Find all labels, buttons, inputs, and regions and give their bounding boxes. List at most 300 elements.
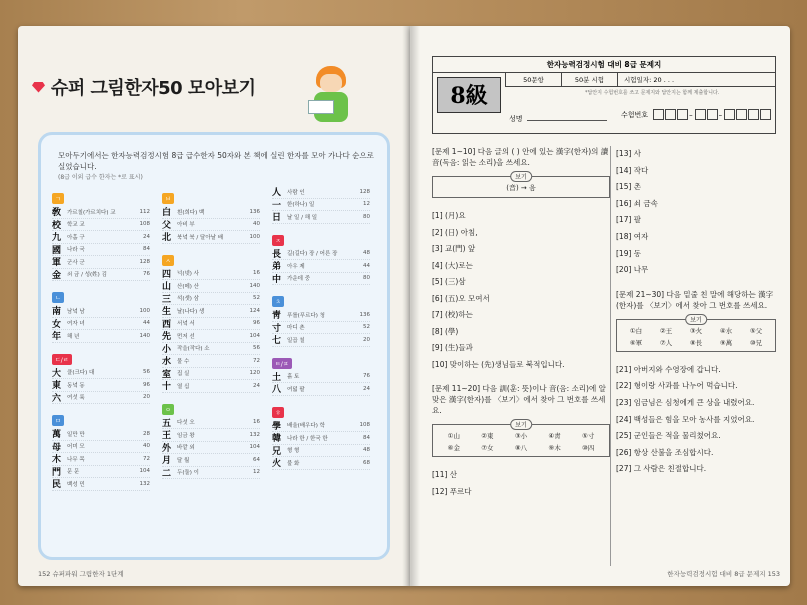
hanja-char: 寸 [272, 323, 282, 334]
hanja-meaning: 배울(배우다) 학 [287, 423, 325, 430]
hanja-char: 九 [52, 233, 62, 244]
question-item: [13] 사 [616, 149, 642, 158]
hanja-page: 128 [359, 188, 370, 195]
hanja-meaning: 해 년 [67, 333, 80, 340]
options-box-2 [432, 424, 610, 457]
hanja-char: 國 [52, 245, 62, 256]
hanja-page: 76 [143, 271, 150, 278]
hanja-page: 44 [143, 320, 150, 327]
hanja-meaning: 작을(작다) 소 [177, 346, 210, 353]
example-box [432, 176, 610, 198]
hanja-char: 西 [162, 319, 172, 330]
hanja-row [52, 318, 150, 331]
hanja-meaning: 일곱 칠 [287, 337, 305, 344]
question-item: [4] (大)로는 [432, 260, 473, 270]
hanja-char: 中 [272, 274, 282, 285]
hanja-meaning: 집 실 [177, 371, 190, 378]
section3-instructions: [문제 21~30] 다음 밑줄 친 말에 해당하는 漢字(한자)를 〈보기〉에서 찾아 그 번호를 쓰세요. [616, 289, 774, 310]
hanja-page: 64 [253, 456, 260, 463]
consonant-badge: ㄷ/ㄹ [52, 354, 72, 365]
consonant-badge: ㅈ [272, 235, 284, 246]
hanja-char: 軍 [52, 258, 62, 269]
question-column-left [432, 146, 610, 500]
hanja-group [162, 186, 260, 244]
hanja-group [162, 397, 260, 480]
hanja-meaning: 열 십 [177, 383, 190, 390]
question-item: [18] 여자 [616, 231, 649, 241]
hanja-row [272, 248, 370, 261]
hanja-page: 80 [363, 213, 370, 220]
question-item: [26] 항상 산불을 조심합시다. [616, 447, 714, 457]
hanja-meaning: 형 형 [287, 448, 300, 455]
question-item: [19] 동 [616, 248, 642, 258]
hanja-page: 48 [363, 250, 370, 257]
hanja-char: 月 [162, 456, 172, 467]
options-box-3 [616, 316, 776, 352]
hanja-row [52, 305, 150, 318]
exam-number-field[interactable]: 수험번호 – – [621, 109, 771, 120]
left-page [18, 26, 410, 586]
hanja-page: 56 [253, 345, 260, 352]
hanja-page: 84 [143, 246, 150, 253]
hanja-page: 124 [249, 307, 260, 314]
hanja-row [52, 244, 150, 257]
hanja-page: 112 [139, 208, 150, 215]
hanja-char: 校 [52, 220, 62, 231]
hanja-page: 96 [253, 320, 260, 327]
hanja-meaning: 나라 국 [67, 247, 85, 254]
hanja-meaning: 사람 인 [287, 189, 305, 196]
hanja-column [52, 186, 150, 495]
mascot-illustration [308, 66, 356, 128]
hanja-page: 68 [363, 459, 370, 466]
question-item: [15] 촌 [616, 182, 642, 192]
hanja-row [162, 355, 260, 368]
option-item: ⑦女 [481, 444, 494, 452]
hanja-page: 100 [139, 307, 150, 314]
name-field[interactable] [509, 113, 607, 124]
hanja-char: 五 [162, 418, 172, 429]
exam-date: 시험일자: 20 . . . [617, 73, 775, 87]
hanja-meaning: 먼저 선 [177, 333, 195, 340]
section1-instructions: [문제 1~10] 다음 글의 ( ) 안에 있는 漢字(한자)의 讀音(독음: 읽는 소리)을 쓰세요. [432, 147, 609, 167]
consonant-badge: ㅅ [162, 255, 174, 266]
option-item: ⑥金 [447, 444, 460, 452]
hanja-row [52, 367, 150, 380]
hanja-char: 白 [162, 208, 172, 219]
option-item: ⑤寸 [582, 432, 595, 440]
question-item: [3] 교(門) 앞 [432, 244, 476, 253]
hanja-char: 十 [162, 382, 172, 393]
hanja-char: 萬 [52, 430, 62, 441]
consonant-badge: ㅌ/ㅍ [272, 358, 292, 369]
hanja-page: 80 [363, 275, 370, 282]
hanja-char: 敎 [52, 208, 62, 219]
option-item: ⑨萬 [719, 338, 733, 347]
hanja-page: 104 [249, 332, 260, 339]
hanja-meaning: 가운데 중 [287, 276, 311, 283]
option-item: ①白 [629, 326, 643, 335]
hanja-page: 48 [363, 447, 370, 454]
hanja-char: 山 [162, 282, 172, 293]
hanja-char: 室 [162, 369, 172, 380]
hanja-page: 72 [253, 357, 260, 364]
question-column-right [616, 146, 776, 478]
consonant-badge: ㄴ [52, 292, 64, 303]
hanja-row [162, 442, 260, 455]
hanja-meaning: 북녘 북 / 달아날 배 [177, 234, 224, 241]
hanja-row [162, 280, 260, 293]
consonant-badge: ㅊ [272, 296, 284, 307]
hanja-char: 年 [52, 332, 62, 343]
hanja-column [162, 186, 260, 483]
options-label-2: 보기 [510, 419, 532, 430]
hanja-meaning: 마디 촌 [287, 325, 305, 332]
hanja-row [162, 268, 260, 281]
hanja-row [162, 318, 260, 331]
intro-paragraph: 모아두기에서는 한자능력검정시험 8급 급수한자 50자와 본 책에 실린 한자를 모아 가나다 순으로 실었습니다. [58, 151, 374, 171]
hanja-row [162, 206, 260, 219]
hanja-char: 二 [162, 468, 172, 479]
hanja-row [52, 428, 150, 441]
hanja-meaning: 날 일 / 해 일 [287, 214, 318, 221]
hanja-char: 木 [52, 455, 62, 466]
hanja-meaning: 아홉 구 [67, 234, 85, 241]
hanja-row [52, 441, 150, 454]
hanja-meaning: 흙 토 [287, 374, 300, 381]
consonant-badge: ㅇ [162, 404, 174, 415]
hanja-row [272, 309, 370, 322]
hanja-meaning: 날(나다) 생 [177, 308, 205, 315]
hanja-meaning: 산(메) 산 [177, 283, 199, 290]
hanja-group [272, 186, 370, 224]
question-item: [5] (三)삼 [432, 277, 466, 286]
question-item: [8] (學) [432, 326, 459, 336]
hanja-char: 南 [52, 307, 62, 318]
option-item: ④水 [719, 326, 733, 335]
hanja-char: 金 [52, 270, 62, 281]
hanja-row [272, 211, 370, 224]
hanja-char: 女 [52, 319, 62, 330]
example-label: 보기 [510, 171, 532, 182]
hanja-meaning: 군사 군 [67, 259, 85, 266]
hanja-page: 28 [143, 430, 150, 437]
hanja-char: 學 [272, 421, 282, 432]
hanja-meaning: 클(크다) 대 [67, 370, 95, 377]
hanja-meaning: 여덟 팔 [287, 386, 305, 393]
hanja-char: 長 [272, 249, 282, 260]
hanja-group [272, 400, 370, 470]
hanja-group [52, 186, 150, 281]
hanja-row [272, 420, 370, 433]
question-item: [23] 임금님은 심청에게 큰 상을 내렸어요. [616, 397, 755, 407]
hanja-meaning: 바깥 외 [177, 445, 195, 452]
gem-icon [32, 82, 45, 93]
option-item: ⑩四 [582, 444, 595, 452]
hanja-char: 土 [272, 372, 282, 383]
hanja-char: 父 [162, 220, 172, 231]
hanja-row [162, 343, 260, 356]
hanja-row [52, 219, 150, 232]
hanja-char: 母 [52, 442, 62, 453]
hanja-page: 104 [249, 444, 260, 451]
hanja-list [52, 186, 380, 546]
hanja-meaning: 아우 제 [287, 263, 305, 270]
hanja-page: 40 [143, 443, 150, 450]
hanja-char: 韓 [272, 434, 282, 445]
hanja-page: 16 [253, 419, 260, 426]
hanja-group [272, 289, 370, 347]
hanja-group [52, 285, 150, 343]
hanja-meaning: 임금 왕 [177, 432, 195, 439]
hanja-char: 水 [162, 357, 172, 368]
hanja-row [162, 454, 260, 467]
hanja-page: 52 [363, 324, 370, 331]
option-item: ⑧長 [689, 338, 703, 347]
hanja-row [162, 293, 260, 306]
hanja-char: 先 [162, 332, 172, 343]
hanja-page: 56 [143, 369, 150, 376]
hanja-row [52, 330, 150, 343]
name-label: 성명 [509, 115, 523, 123]
hanja-char: 兄 [272, 446, 282, 457]
hanja-row [52, 256, 150, 269]
hanja-meaning: 다섯 오 [177, 420, 195, 427]
question-item: [11] 산 [432, 470, 458, 479]
hanja-page: 128 [139, 258, 150, 265]
hanja-group [162, 248, 260, 393]
hanja-meaning: 나라 한 / 한국 한 [287, 435, 328, 442]
option-item: ⑨木 [548, 444, 561, 452]
hanja-char: 七 [272, 336, 282, 347]
hanja-page: 84 [363, 434, 370, 441]
hanja-page: 100 [249, 233, 260, 240]
question-item: [14] 작다 [616, 165, 649, 175]
question-item: [22] 형이랑 사과를 나누어 먹습니다. [616, 381, 738, 391]
hanja-row [272, 457, 370, 470]
question-item: [12] 푸르다 [432, 486, 472, 496]
hanja-char: 生 [162, 307, 172, 318]
option-item: ⑦人 [659, 338, 673, 347]
hanja-char: 八 [272, 385, 282, 396]
intro-text [58, 150, 378, 183]
hanja-row [52, 206, 150, 219]
hanja-meaning: 흰(희다) 백 [177, 209, 205, 216]
hanja-page: 72 [143, 455, 150, 462]
hanja-char: 弟 [272, 262, 282, 273]
hanja-page: 20 [143, 394, 150, 401]
right-page-footer: 한자능력검정시험 대비 8급 문제지 153 [667, 570, 780, 578]
exam-header [432, 56, 776, 134]
hanja-row [272, 371, 370, 384]
hanja-row [162, 429, 260, 442]
option-item: ⑧八 [514, 444, 528, 452]
option-item: ⑤父 [749, 326, 763, 335]
hanja-row [162, 417, 260, 430]
hanja-group [272, 228, 370, 286]
hanja-row [162, 330, 260, 343]
question-item: [9] (生)들과 [432, 343, 473, 352]
hanja-meaning: 여자 녀 [67, 321, 85, 328]
hanja-meaning: 불 화 [287, 460, 300, 467]
intro-note: (8급 이외 급수 한자는 *로 표시) [58, 174, 143, 181]
hanja-meaning: 길(길다) 장 / 어른 장 [287, 251, 338, 258]
hanja-char: 六 [52, 393, 62, 404]
hanja-page: 120 [249, 370, 260, 377]
hanja-meaning: 아비 부 [177, 222, 195, 229]
hanja-char: 人 [272, 188, 282, 199]
hanja-row [272, 260, 370, 273]
consonant-badge: ㅁ [52, 415, 64, 426]
book-gutter [402, 26, 420, 586]
hanja-page: 140 [139, 332, 150, 339]
question-item: [25] 군인들은 적을 물리쳤어요. [616, 431, 721, 441]
hanja-page: 12 [253, 469, 260, 476]
hanja-page: 12 [363, 201, 370, 208]
hanja-meaning: 푸를(푸르다) 청 [287, 312, 325, 319]
hanja-page: 52 [253, 295, 260, 302]
hanja-row [272, 445, 370, 458]
hanja-page: 96 [143, 381, 150, 388]
hanja-meaning: 남녘 남 [67, 308, 85, 315]
hanja-row [272, 334, 370, 347]
hanja-meaning: 물 수 [177, 358, 190, 365]
page-title-text: 슈퍼 그림한자50 모아보기 [51, 78, 256, 99]
hanja-row [162, 380, 260, 393]
hanja-page: 76 [363, 373, 370, 380]
hanja-char: 火 [272, 459, 282, 470]
exam-title: 한자능력검정시험 대비 8급 문제지 [433, 57, 775, 73]
hanja-row [272, 199, 370, 212]
hanja-page: 104 [139, 468, 150, 475]
hanja-row [272, 186, 370, 199]
hanja-row [52, 269, 150, 282]
hanja-meaning: 쇠 금 / 성(姓) 김 [67, 272, 107, 279]
hanja-char: 東 [52, 381, 62, 392]
option-item: ②東 [481, 432, 494, 440]
hanja-row [52, 392, 150, 405]
option-item: ③小 [514, 432, 528, 440]
hanja-page: 136 [249, 208, 260, 215]
hanja-row [272, 432, 370, 445]
hanja-meaning: 나무 목 [67, 456, 85, 463]
option-item: ③火 [689, 326, 703, 335]
hanja-meaning: 석(셋) 삼 [177, 296, 199, 303]
question-item: [2] (日) 아침, [432, 227, 478, 237]
hanja-row [162, 231, 260, 244]
question-item: [17] 팔 [616, 215, 642, 225]
hanja-row [52, 478, 150, 491]
option-item: ⑥軍 [629, 338, 643, 347]
consonant-badge: ㄱ [52, 193, 64, 204]
header-note: *답안지 수험번호를 쓰고 문제지와 답안지는 함께 제출합니다. [585, 90, 720, 96]
question-item: [24] 백성들은 힘을 모아 농사를 지었어요. [616, 414, 755, 424]
hanja-row [52, 453, 150, 466]
options-label-3: 보기 [685, 314, 707, 325]
open-book [18, 26, 790, 586]
right-page [410, 26, 790, 586]
hanja-page: 140 [249, 282, 260, 289]
hanja-char: 小 [162, 344, 172, 355]
option-item: ⑩兄 [749, 338, 763, 347]
hanja-meaning: 한(하나) 일 [287, 202, 315, 209]
option-item: ①山 [447, 432, 460, 440]
hanja-char: 大 [52, 368, 62, 379]
hanja-meaning: 동녘 동 [67, 382, 85, 389]
question-count: 50문항 [505, 73, 561, 87]
hanja-page: 24 [253, 382, 260, 389]
hanja-char: 日 [272, 213, 282, 224]
hanja-meaning: 어미 모 [67, 444, 85, 451]
question-item: [1] (月)요 [432, 211, 466, 220]
hanja-meaning: 일만 만 [67, 431, 85, 438]
hanja-char: 四 [162, 269, 172, 280]
hanja-group [52, 408, 150, 491]
question-item: [21] 아버지와 수영장에 갑니다. [616, 364, 721, 374]
hanja-group [52, 347, 150, 405]
hanja-meaning: 가르칠(가르치다) 교 [67, 209, 116, 216]
hanja-meaning: 달 월 [177, 457, 190, 464]
hanja-row [52, 379, 150, 392]
hanja-meaning: 백성 민 [67, 481, 85, 488]
hanja-row [162, 368, 260, 381]
hanja-meaning: 여섯 륙 [67, 395, 85, 402]
hanja-char: 外 [162, 443, 172, 454]
hanja-page: 132 [249, 431, 260, 438]
hanja-char: 民 [52, 480, 62, 491]
hanja-char: 門 [52, 467, 62, 478]
hanja-meaning: 넉(넷) 사 [177, 271, 199, 278]
page-title [32, 74, 255, 100]
level-badge: 8級 [437, 77, 501, 113]
exam-number-label: 수험번호 [621, 110, 649, 119]
hanja-column [272, 186, 370, 474]
hanja-char: 一 [272, 200, 282, 211]
hanja-page: 108 [139, 221, 150, 228]
hanja-row [272, 273, 370, 286]
hanja-row [52, 231, 150, 244]
hanja-char: 三 [162, 294, 172, 305]
hanja-row [52, 466, 150, 479]
hanja-row [162, 219, 260, 232]
hanja-meaning: 문 문 [67, 469, 80, 476]
hanja-page: 24 [143, 233, 150, 240]
left-page-footer: 152 슈퍼파워 그림한자 1단계 [38, 570, 124, 578]
section2-instructions: [문제 11~20] 다음 訓(훈: 뜻)이나 音(음: 소리)에 알맞은 漢字(한자)를 〈보기〉에서 찾아 그 번호를 쓰세요. [432, 384, 606, 415]
hanja-page: 40 [253, 221, 260, 228]
consonant-badge: ㅎ [272, 407, 284, 418]
example-text: (音) → 음 [506, 184, 536, 192]
question-item: [7] (校)하는 [432, 310, 473, 319]
hanja-page: 136 [359, 311, 370, 318]
hanja-page: 44 [363, 262, 370, 269]
hanja-meaning: 서녘 서 [177, 321, 195, 328]
hanja-meaning: 학교 교 [67, 222, 85, 229]
hanja-char: 靑 [272, 311, 282, 322]
hanja-meaning: 두(둘) 이 [177, 470, 199, 477]
hanja-page: 20 [363, 336, 370, 343]
question-item: [27] 그 사람은 친절합니다. [616, 464, 707, 474]
hanja-page: 108 [359, 422, 370, 429]
option-item: ②王 [659, 326, 673, 335]
hanja-group [272, 351, 370, 396]
time-limit: 50분 시험 [561, 73, 617, 87]
hanja-char: 北 [162, 233, 172, 244]
hanja-page: 24 [363, 385, 370, 392]
hanja-row [162, 467, 260, 480]
column-divider [610, 146, 611, 566]
hanja-row [272, 383, 370, 396]
